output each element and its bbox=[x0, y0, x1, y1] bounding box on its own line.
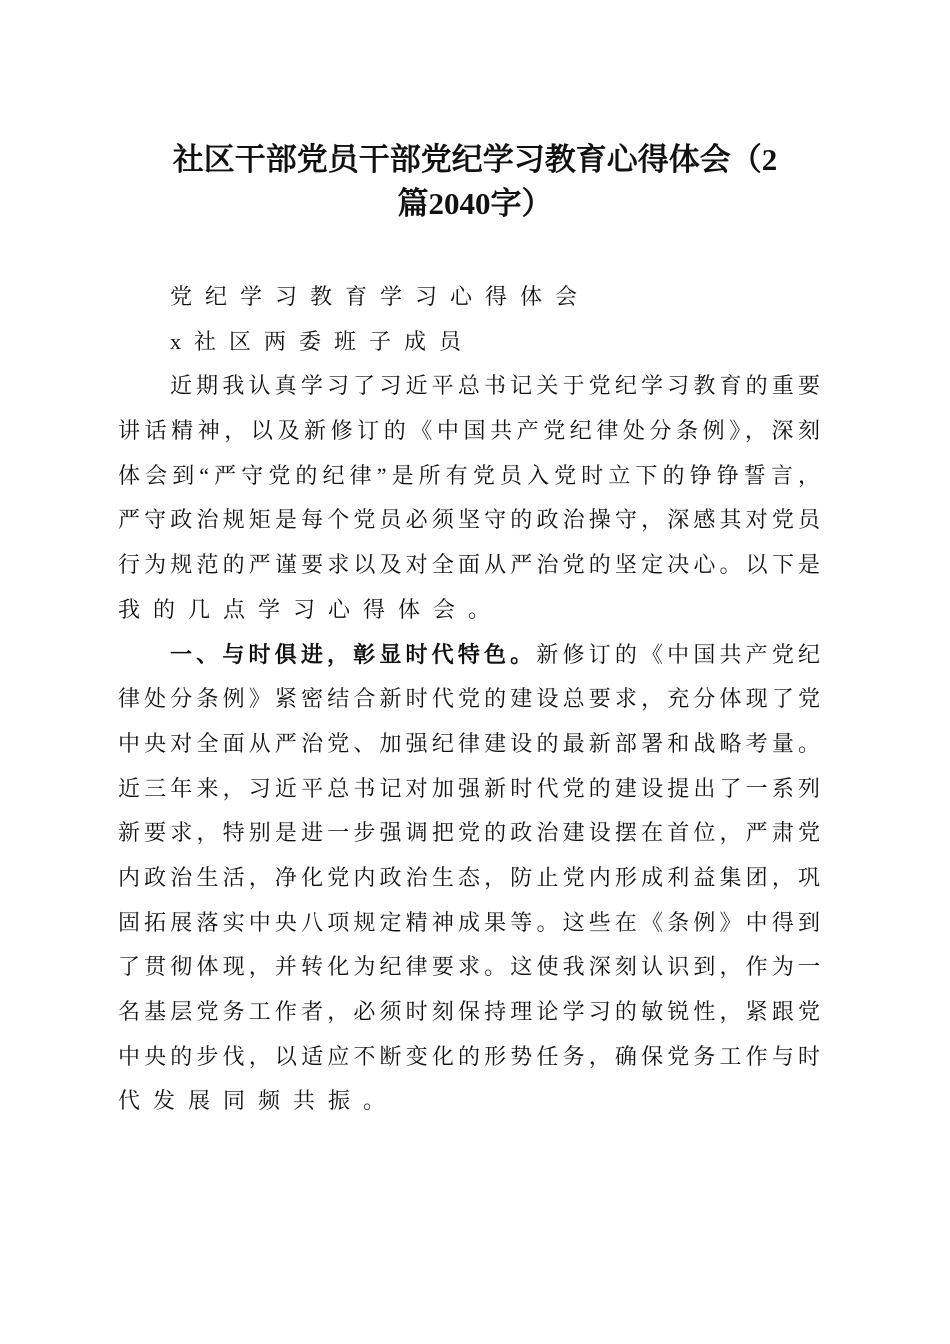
paragraph-line bbox=[118, 633, 820, 678]
paragraph-line: 近三年来，习近平总书记对加强新时代党的建设提出了一系列 bbox=[118, 775, 820, 801]
paragraph-line: 讲话精神，以及新修订的《中国共产党纪律处分条例》，深刻 bbox=[118, 418, 820, 444]
section-heading: 一、与时俱进，彰显时代特色。 bbox=[170, 641, 537, 667]
paragraph-intro bbox=[118, 364, 820, 632]
paragraph-line: 严守政治规矩是每个党员必须坚守的政治操守，深感其对党员 bbox=[118, 507, 820, 533]
paragraph-line: 体会到“严守党的纪律”是所有党员入党时立下的铮铮誓言， bbox=[118, 462, 820, 488]
paragraph-line: 近期我认真学习了习近平总书记关于党纪学习教育的重要 bbox=[170, 373, 820, 399]
paragraph-line: 我的几点学习心得体会。 bbox=[118, 596, 504, 622]
paragraph-line: 中央对全面从严治党、加强纪律建设的最新部署和战略考量。 bbox=[118, 730, 820, 756]
section-text: 新修订的《中国共产党纪 bbox=[536, 641, 820, 667]
title-line-2: 篇2040字） bbox=[397, 186, 553, 221]
title-line-1: 社区干部党员干部党纪学习教育心得体会（2 bbox=[172, 142, 778, 177]
paragraph-line: 了贯彻体现，并转化为纪律要求。这使我深刻认识到，作为一 bbox=[118, 954, 820, 980]
paragraph-line: 中央的步伐，以适应不断变化的形势任务，确保党务工作与时 bbox=[118, 1043, 820, 1069]
subtitle: 党纪学习教育学习心得体会 bbox=[170, 284, 591, 309]
paragraph-line: 律处分条例》紧密结合新时代党的建设总要求，充分体现了党 bbox=[118, 686, 820, 712]
paragraph-line: 内政治生活，净化党内政治生态，防止党内形成利益集团，巩 bbox=[118, 864, 820, 890]
paragraph-line: 代发展同频共振。 bbox=[118, 1088, 399, 1114]
paragraph-section-1 bbox=[118, 633, 820, 1125]
paragraph-line: 行为规范的严谨要求以及对全面从严治党的坚定决心。以下是 bbox=[118, 552, 820, 578]
paragraph-line: 固拓展落实中央八项规定精神成果等。这些在《条例》中得到 bbox=[118, 909, 820, 935]
author: x社区两委班子成员 bbox=[170, 328, 475, 354]
document-body bbox=[118, 275, 820, 1124]
paragraph-line: 名基层党务工作者，必须时刻保持理论学习的敏锐性，紧跟党 bbox=[118, 999, 820, 1024]
document-title bbox=[60, 138, 890, 226]
paragraph-line: 新要求，特别是进一步强调把党的政治建设摆在首位，严肃党 bbox=[118, 820, 820, 846]
